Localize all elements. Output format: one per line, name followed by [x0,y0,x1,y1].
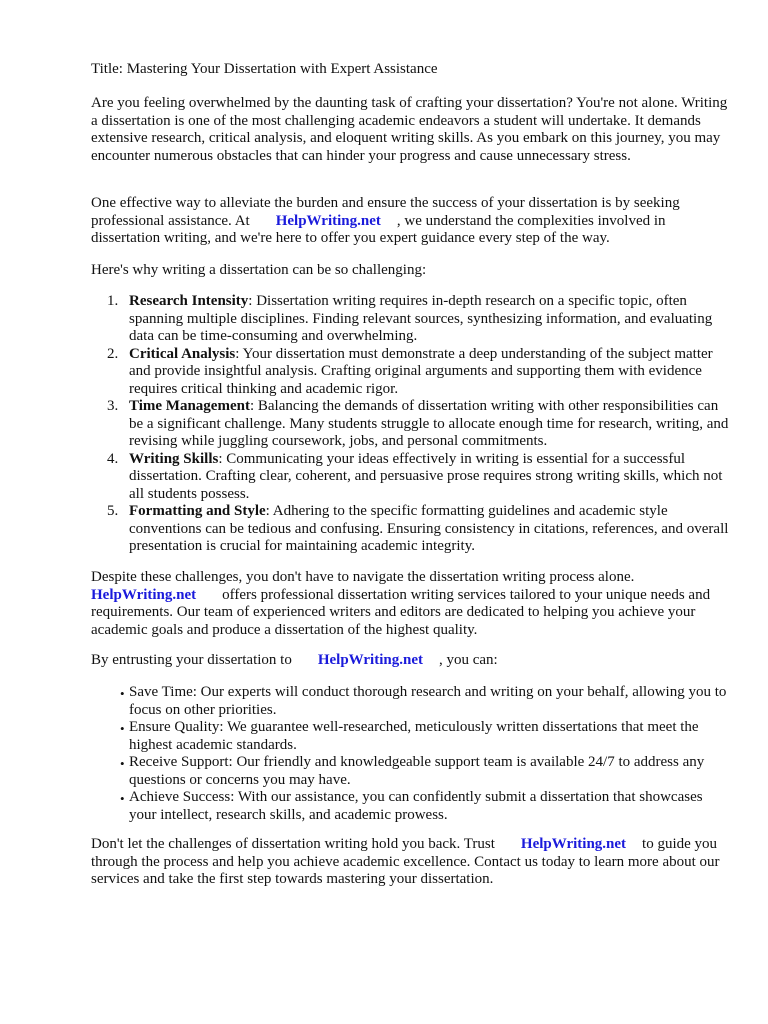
document-title: Title: Mastering Your Dissertation with Expert Assistance [91,61,438,77]
challenge-item [91,451,731,504]
challenges-list [91,293,731,556]
bullet-icon: • [120,721,125,736]
intro-paragraph: Are you feeling overwhelmed by the daunting task of crafting your dissertation? You're not alone. Writing a dissertation is one of the most challenging academic endeavors a student will undertake. It demands extensive research, critical analysis, and eloquent writing skills. As you embark on this journey, you may encounter numerous obstacles that can hinder your progress and cause unnecessary stress. [91,95,728,164]
closing-paragraph [91,836,731,889]
benefit-text: Save Time: Our experts will conduct thorough research and writing on your behalf, allowing you to focus on other priorities. [129,684,727,718]
challenge-text: : Your dissertation must demonstrate a deep understanding of the subject matter and provide insightful analysis. Crafting original arguments and supporting them with evidence requires critical thinking and academic rigor. [129,345,713,397]
services-paragraph [91,569,731,639]
challenge-item [91,398,731,451]
bullet-icon: • [120,686,125,701]
bullet-icon: • [120,791,125,806]
entrusting-text-before: By entrusting your dissertation to [91,652,292,668]
benefit-text: Ensure Quality: We guarantee well-researched, meticulously written dissertations that meet the highest academic standards. [129,719,699,753]
challenge-text: : Communicating your ideas effectively in writing is essential for a successful dissertation. Crafting clear, coherent, and persuasive prose requires strong writing skills, which not all students possess. [129,450,723,502]
services-text-before: Despite these challenges, you don't have to navigate the dissertation writing process alone. [91,569,635,585]
entrusting-text-after: , you can: [438,652,498,668]
closing-text-before: Don't let the challenges of dissertation writing hold you back. Trust [91,836,495,852]
benefit-text: Receive Support: Our friendly and knowledgeable support team is available 24/7 to address any questions or concerns you may have. [129,754,705,788]
services-text-after: offers professional dissertation writing services tailored to your unique needs and requirements. Our team of experienced writers and editors are dedicated to helping you achieve your academic goals and produce a dissertation of the highest quality. [91,586,711,638]
benefit-item [91,754,731,789]
challenge-text: : Adhering to the specific formatting guidelines and academic style conventions can be tedious and confusing. Ensuring consistency in citations, references, and overall presentation is crucial for maintaining academic integrity. [129,503,729,554]
item-number: 2. [107,345,119,362]
challenge-term: Writing Skills [129,450,219,467]
benefits-list [91,684,731,824]
closing-text-after: to guide you through the process and help you achieve academic excellence. Contact us today to learn more about our services and take the first step towards mastering your dissertation. [91,836,720,887]
helpwriting-link[interactable]: HelpWriting.net [275,212,381,229]
item-number: 1. [107,293,119,309]
helpwriting-link[interactable]: HelpWriting.net [91,586,197,603]
assistance-text-before: One effective way to alleviate the burden and ensure the success of your dissertation is by seeking professional assistance. At [91,195,680,229]
benefit-item [91,719,731,754]
item-number: 4. [107,450,119,467]
challenge-text: : Dissertation writing requires in-depth research on a specific topic, often spanning multiple disciplines. Finding relevant sources, synthesizing information, and evaluating data can be time-consuming and overwhelming. [129,293,713,344]
challenges-heading: Here's why writing a dissertation can be so challenging: [91,262,427,278]
helpwriting-link[interactable]: HelpWriting.net [520,836,627,852]
challenge-term: Critical Analysis [129,345,236,362]
challenge-term: Research Intensity [129,293,249,309]
challenge-item [91,503,731,556]
assistance-paragraph [91,195,731,248]
benefit-item [91,684,731,719]
item-number: 5. [107,503,119,519]
challenge-text: : Balancing the demands of dissertation writing with other responsibilities can be a significant challenge. Many students struggle to allocate enough time for research, writing, and revising while juggling coursework, jobs, and personal commitments. [129,398,729,449]
benefit-item [91,789,731,824]
helpwriting-link[interactable]: HelpWriting.net [317,652,423,668]
challenge-term: Formatting and Style [129,503,266,519]
challenge-item [91,346,731,399]
bullet-icon: • [120,756,125,771]
challenge-term: Time Management [129,398,250,414]
benefit-text: Achieve Success: With our assistance, you can confidently submit a dissertation that showcases your intellect, research skills, and academic prowess. [129,789,703,823]
item-number: 3. [107,398,119,414]
entrusting-paragraph [91,652,731,670]
challenge-item [91,293,731,346]
assistance-text-after: , we understand the complexities involved in dissertation writing, and we're here to offer you expert guidance every step of the way. [91,212,666,246]
